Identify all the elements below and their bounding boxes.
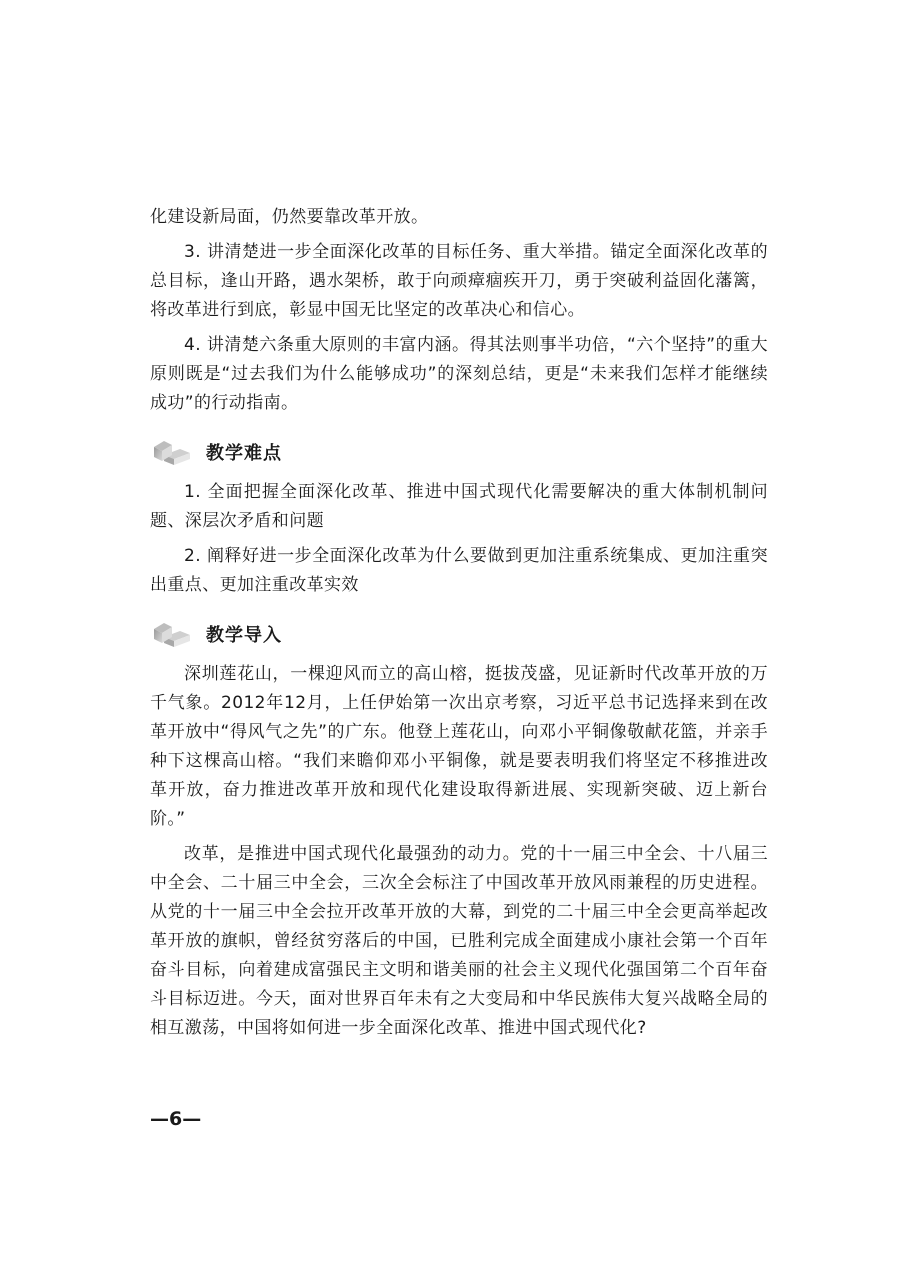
- section-title: 教学难点: [206, 443, 282, 464]
- section-title: 教学导入: [206, 625, 282, 646]
- page-number: —6—: [150, 1108, 202, 1130]
- difficulty-item-2: 2. 阐释好进一步全面深化改革为什么要做到更加注重系统集成、更加注重突出重点、更加注重改革实效: [150, 546, 768, 595]
- section-heading-difficulties: [150, 430, 768, 474]
- page-body: [150, 203, 768, 1043]
- intro-paragraph-2: 改革，是推进中国式现代化最强劲的动力。党的十一届三中全会、十八届三中全会、二十届三中全会，三次全会标注了中国改革开放风雨兼程的历史进程。从党的十一届三中全会拉开改革开放的大幕，到党的二十届三中全会更高举起改革开放的旗帜，曾经贫穷落后的中国，已胜利完成全面建成小康社会第一个百年奋斗目标，向着建成富强民主文明和谐美丽的社会主义现代化强国第二个百年奋斗目标迈进。今天，面对世界百年未有之大变局和中华民族伟大复兴战略全局的相互激荡，中国将如何进一步全面深化改革、推进中国式现代化?: [150, 844, 768, 1038]
- paragraph-point-3: 3. 讲清楚进一步全面深化改革的目标任务、重大举措。锚定全面深化改革的总目标，逢山开路，遇水架桥，敢于向顽瘴痼疾开刀，勇于突破利益固化藩篱，将改革进行到底，彰显中国无比坚定的改革决心和信心。: [150, 242, 768, 320]
- books-icon: [150, 619, 194, 649]
- paragraph-point-4: 4. 讲清楚六条重大原则的丰富内涵。得其法则事半功倍，“六个坚持”的重大原则既是“过去我们为什么能够成功”的深刻总结，更是“未来我们怎样才能继续成功”的行动指南。: [150, 335, 768, 413]
- paragraph-continuation: 化建设新局面，仍然要靠改革开放。: [150, 207, 429, 227]
- books-icon: [150, 437, 194, 467]
- intro-paragraph-1: 深圳莲花山，一棵迎风而立的高山榕，挺拔茂盛，见证新时代改革开放的万千气象。2012年12月，上任伊始第一次出京考察，习近平总书记选择来到在改革开放中“得风气之先”的广东。他登上莲花山，向邓小平铜像敬献花篮，并亲手种下这棵高山榕。“我们来瞻仰邓小平铜像，就是要表明我们将坚定不移推进改革开放，奋力推进改革开放和现代化建设取得新进展、实现新突破、迈上新台阶。”: [150, 664, 768, 829]
- difficulty-item-1: 1. 全面把握全面深化改革、推进中国式现代化需要解决的重大体制机制问题、深层次矛盾和问题: [150, 482, 768, 531]
- section-heading-introduction: [150, 612, 768, 656]
